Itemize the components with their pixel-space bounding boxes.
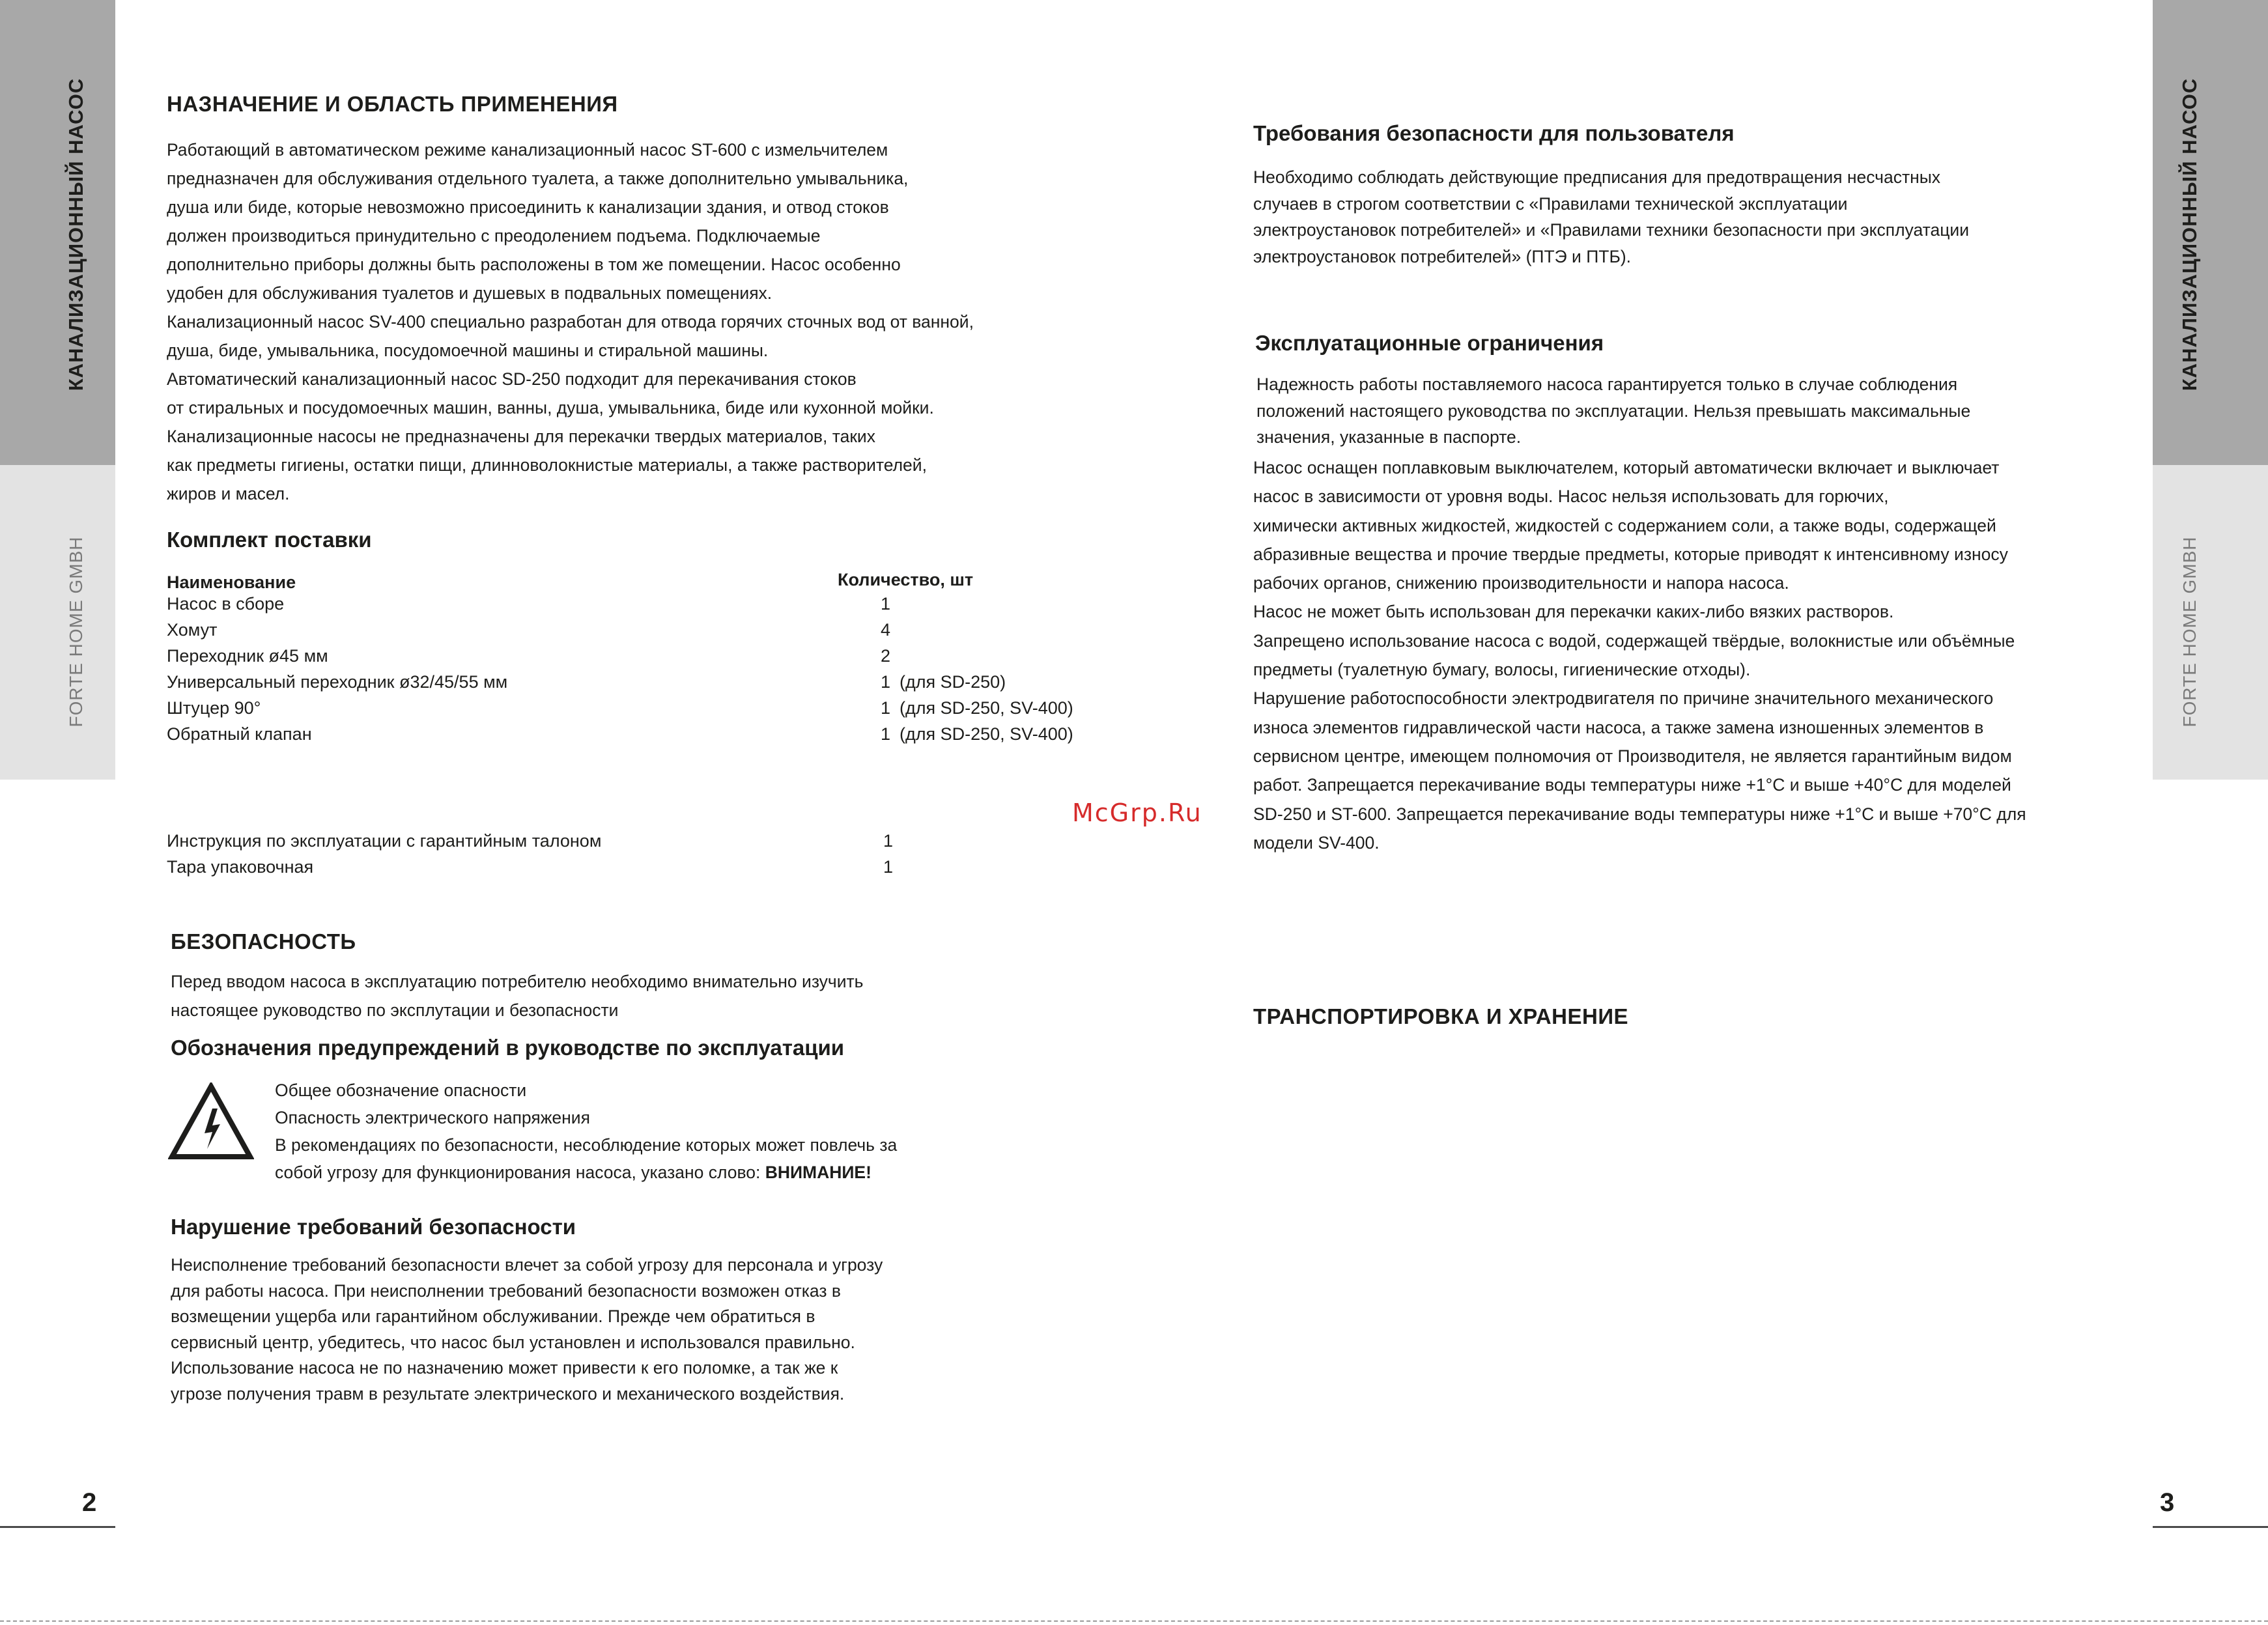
page-number-right-rule <box>2153 1526 2268 1528</box>
watermark-link[interactable]: McGrp.Ru <box>1072 798 1202 827</box>
limits-line: предметы (туалетную бумагу, волосы, гигиенические отходы). <box>1253 660 1751 680</box>
violation-paragraph <box>171 1252 883 1407</box>
limits-line: работ. Запрещается перекачивание воды температуры ниже +1°C и выше +40°C для моделей <box>1253 775 2011 795</box>
left-side-tab-brand: FORTE HOME GMBH <box>66 536 86 728</box>
purpose-line: от стиральных и посудомоечных машин, ванны, душа, умывальника, биде или кухонной мойки. <box>167 398 934 417</box>
purpose-line: как предметы гигиены, остатки пищи, длинноволокнистые материалы, а также растворителей, <box>167 455 927 475</box>
violation-line: сервисный центр, убедитесь, что насос был установлен и использовался правильно. <box>171 1332 855 1352</box>
attention-word: ВНИМАНИЕ! <box>765 1163 872 1182</box>
limits-line: Запрещено использование насоса с водой, содержащей твёрдые, волокнистые или объёмные <box>1253 630 2015 651</box>
delivery-row-qty: 4 <box>881 620 891 640</box>
delivery-extra-row-name: Инструкция по эксплуатации с гарантийным талоном <box>167 831 602 851</box>
warnings-line: В рекомендациях по безопасности, несоблюдение которых может повлечь за <box>275 1135 898 1155</box>
limits-line: положений настоящего руководства по эксплуатации. Нельзя превышать максимальные <box>1256 401 1971 421</box>
user-safety-line: случаев в строгом соответствии с «Правилами технической эксплуатации <box>1253 193 1848 214</box>
violation-line: возмещении ущерба или гарантийном обслуживании. Прежде чем обратиться в <box>171 1307 815 1326</box>
delivery-row-name: Насос в сборе <box>167 594 285 614</box>
delivery-row-qty: 1 <box>881 672 891 692</box>
user-safety-heading: Требования безопасности для пользователя <box>1253 121 1735 145</box>
safety-paragraph <box>171 967 863 1024</box>
safety-line: Перед вводом насоса в эксплуатацию потребителю необходимо внимательно изучить <box>171 972 864 991</box>
delivery-col-name: Наименование <box>167 572 296 592</box>
limits-line: Насос не может быть использован для перекачки каких-либо вязких растворов. <box>1253 602 1894 622</box>
delivery-row-note: (для SD-250, SV-400) <box>900 698 1073 718</box>
limits-line: сервисном центре, имеющем полномочия от Производителя, не является гарантийным видом <box>1253 746 2012 766</box>
limits-line: износа элементов гидравлической части насоса, а также замена изношенных элементов в <box>1253 717 1984 737</box>
delivery-row-qty: 2 <box>881 646 891 666</box>
delivery-row-note: (для SD-250, SV-400) <box>900 724 1073 744</box>
delivery-row-qty: 1 <box>881 698 891 718</box>
delivery-row-qty: 1 <box>881 594 891 614</box>
violation-line: Использование насоса не по назначению может привести к его поломке, а так же к <box>171 1358 838 1378</box>
delivery-row-name: Штуцер 90° <box>167 698 261 718</box>
purpose-line: Канализационный насос SV-400 специально разработан для отвода горячих сточных вод от ванной, <box>167 312 974 332</box>
safety-line: настоящее руководство по эксплутации и безопасности <box>171 1000 619 1020</box>
delivery-row-name: Обратный клапан <box>167 724 312 744</box>
purpose-line: предназначен для обслуживания отдельного туалета, а также дополнительно умывальника, <box>167 169 909 188</box>
safety-heading: БЕЗОПАСНОСТЬ <box>171 929 356 954</box>
warnings-line: Общее обозначение опасности <box>275 1081 527 1100</box>
right-side-tab-brand: FORTE HOME GMBH <box>2179 536 2200 728</box>
delivery-row-qty: 1 <box>881 724 891 744</box>
warnings-heading: Обозначения предупреждений в руководстве по эксплуатации <box>171 1036 845 1060</box>
limits-line: химически активных жидкостей, жидкостей с содержанием соли, а также воды, содержащей <box>1253 515 1996 535</box>
left-side-tab-brand-block <box>0 465 115 780</box>
page-number-left: 2 <box>82 1488 97 1517</box>
delivery-extra-row-name: Тара упаковочная <box>167 857 314 877</box>
violation-line: для работы насоса. При неисполнении требований безопасности возможен отказ в <box>171 1280 841 1301</box>
violation-line: Неисполнение требований безопасности влечет за собой угрозу для персонала и угрозу <box>171 1255 883 1275</box>
limits-line: Нарушение работоспособности электродвигателя по причине значительного механического <box>1253 688 1994 709</box>
delivery-row-note: (для SD-250) <box>900 672 1006 692</box>
user-safety-line: электроустановок потребителей» и «Правилами техники безопасности при эксплуатации <box>1253 220 1969 240</box>
left-side-tab-title: КАНАЛИЗАЦИОННЫЙ НАСОС <box>64 78 87 391</box>
purpose-line: душа, биде, умывальника, посудомоечной машины и стиральной машины. <box>167 341 769 360</box>
limits-line: Надежность работы поставляемого насоса гарантируется только в случае соблюдения <box>1256 374 1958 394</box>
delivery-heading: Комплект поставки <box>167 528 372 552</box>
purpose-line: дополнительно приборы должны быть расположены в том же помещении. Насос особенно <box>167 255 901 274</box>
limits-line: модели SV-400. <box>1253 832 1380 853</box>
delivery-extra-row-qty: 1 <box>883 831 894 851</box>
bottom-dashed-rule <box>0 1620 2268 1622</box>
limits-heading: Эксплуатационные ограничения <box>1255 331 1604 355</box>
electric-hazard-icon <box>168 1082 254 1161</box>
user-safety-paragraph <box>1253 164 1969 270</box>
left-side-tab-title-block <box>0 0 115 465</box>
right-side-tab-title-block <box>2153 0 2268 465</box>
delivery-row-name: Универсальный переходник ø32/45/55 мм <box>167 672 508 692</box>
user-safety-line: Необходимо соблюдать действующие предписания для предотвращения несчастных <box>1253 167 1941 187</box>
purpose-heading: НАЗНАЧЕНИЕ И ОБЛАСТЬ ПРИМЕНЕНИЯ <box>167 92 618 116</box>
warnings-line-prefix: собой угрозу для функционирования насоса, указано слово: <box>275 1163 765 1182</box>
limits-line: SD-250 и ST-600. Запрещается перекачивание воды температуры ниже +1°C и выше +70°C для <box>1253 804 2026 824</box>
purpose-line: душа или биде, которые невозможно присоединить к канализации здания, и отвод стоков <box>167 197 889 217</box>
purpose-line: удобен для обслуживания туалетов и душевых в подвальных помещениях. <box>167 283 773 303</box>
delivery-row-name: Хомут <box>167 620 218 640</box>
right-side-tab-title: КАНАЛИЗАЦИОННЫЙ НАСОС <box>2178 78 2201 391</box>
purpose-paragraph <box>167 135 974 508</box>
purpose-line: должен производиться принудительно с преодолением подъема. Подключаемые <box>167 226 821 246</box>
right-side-tab-brand-block <box>2153 465 2268 780</box>
warnings-line: Опасность электрического напряжения <box>275 1108 590 1127</box>
limits-line: Насос оснащен поплавковым выключателем, который автоматически включает и выключает <box>1253 458 2000 477</box>
violation-heading: Нарушение требований безопасности <box>171 1215 576 1239</box>
violation-line: угрозе получения травм в результате электрического и механического воздействия. <box>171 1383 845 1404</box>
user-safety-line: электроустановок потребителей» (ПТЭ и ПТБ). <box>1253 246 1632 266</box>
delivery-extra-row-qty: 1 <box>883 857 894 877</box>
purpose-line: Работающий в автоматическом режиме канализационный насос ST-600 с измельчителем <box>167 140 888 160</box>
page-number-left-rule <box>0 1526 115 1528</box>
transport-heading: ТРАНСПОРТИРОВКА И ХРАНЕНИЕ <box>1253 1004 1629 1028</box>
delivery-col-qty: Количество, шт <box>838 570 974 589</box>
delivery-row-name: Переходник ø45 мм <box>167 646 328 666</box>
page-number-right: 3 <box>2160 1488 2175 1517</box>
limits-line: насос в зависимости от уровня воды. Насос нельзя использовать для горючих, <box>1253 487 1889 507</box>
purpose-line: Автоматический канализационный насос SD-250 подходит для перекачивания стоков <box>167 369 857 389</box>
purpose-line: Канализационные насосы не предназначены для перекачки твердых материалов, таких <box>167 427 875 446</box>
warnings-paragraph <box>275 1077 897 1186</box>
purpose-line: жиров и масел. <box>167 484 290 503</box>
limits-line: значения, указанные в паспорте. <box>1256 427 1522 447</box>
limits-line: рабочих органов, снижению производительности и напора насоса. <box>1253 573 1789 593</box>
limits-line: абразивные вещества и прочие твердые предметы, которые приводят к интенсивному износу <box>1253 544 2008 564</box>
warnings-line-last <box>275 1159 897 1186</box>
limits-paragraph-a <box>1256 371 1970 451</box>
limits-paragraph-b <box>1253 453 2026 857</box>
